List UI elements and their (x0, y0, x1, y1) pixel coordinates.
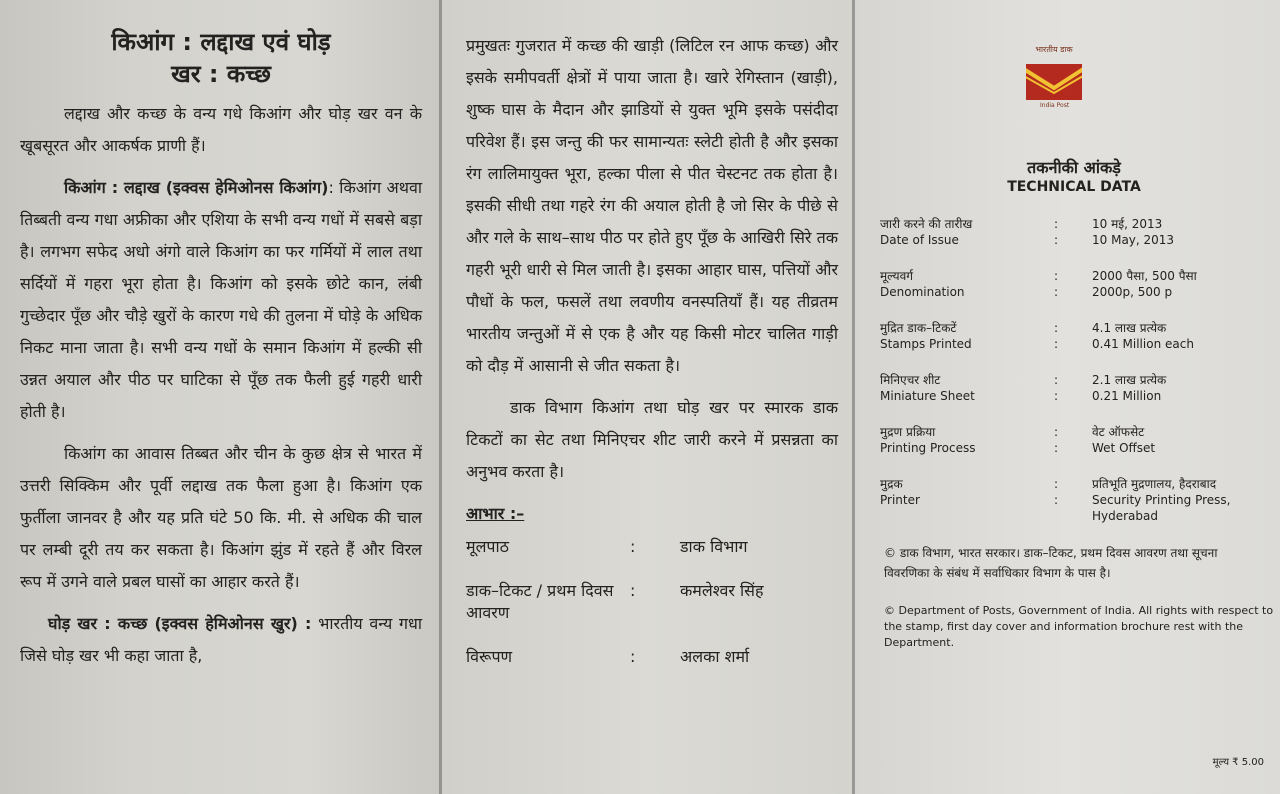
logo-red-box (1026, 64, 1082, 100)
tech-row (880, 320, 1260, 352)
tech-value-english: 10 May, 2013 (1092, 233, 1175, 247)
title-line-1: किआंग : लद्दाख एवं घोड़ (111, 28, 331, 56)
tech-value (1092, 320, 1260, 352)
tech-value-english: Wet Offset (1092, 441, 1156, 455)
ack-label: डाक–टिकट / प्रथम दिवस आवरण (466, 581, 614, 622)
ack-label: विरूपण (466, 647, 513, 666)
tech-value-hindi: वेट ऑफसेट (1092, 425, 1145, 439)
khur-description: प्रमुखतः गुजरात में कच्छ की खाड़ी (लिटिल रन आफ कच्छ) और इसके समीपवर्ती क्षेत्रों में पाया जाता है। खारे रेगिस्तान (खाड़ी), शुष्क घास के मैदान और झाडियों से युक्त भूमि इसके पसंदीदा परिवेश हैं। इस जन्तु की फर सामान्यतः स्लेटी होती है और इसका रंग लालिमायुक्त भूरा, हल्का पीला से पीत चेस्टनट तक होता है। इसकी सीधी तथा गहरे रंग की अयाल होती है जो सिर के पीछे से और गले के साथ–साथ पीठ पर होते हुए पूँछ के आखिरी सिरे तक गहरी भूरी धारी से मिल जाती है। इसका आहार घास, पत्तियों और पौधों के फल, फसलें तथा लवणीय वनस्पतियाँ हैं। यह तीव्रतम भारतीय जन्तुओं में से एक है और यह किसी मोटर चालित गाड़ी को दौड़ में आसानी से जीत सकता है। (466, 36, 838, 375)
tech-row (880, 372, 1260, 404)
price-label: मूल्य ₹ 5.00 (1212, 757, 1264, 768)
tech-label-hindi: मुद्रक (880, 477, 903, 491)
ack-colon: : (630, 647, 636, 666)
tech-label-hindi: जारी करने की तारीख (880, 217, 973, 231)
tech-value-english: 2000p, 500 p (1092, 285, 1173, 299)
left-panel (0, 0, 440, 794)
kiang-heading: किआंग : लद्दाख (इक्वस हेमिओनस किआंग) (64, 178, 329, 197)
khur-heading: घोड़ खर : कच्छ (इक्वस हेमिओनस खुर) : (48, 614, 312, 633)
tech-value (1092, 476, 1260, 524)
copyright-hindi: © डाक विभाग, भारत सरकार। डाक–टिकट, प्रथम दिवस आवरण तथा सूचना विवरणिका के संबंध में सर्वाधिकार विभाग के पास है। (884, 546, 1218, 580)
ack-row (466, 646, 838, 668)
tech-row (880, 268, 1260, 300)
ack-value: कमलेश्वर सिंह (680, 581, 764, 600)
technical-data-title (984, 158, 1164, 196)
tech-value-english: 0.41 Million each (1092, 337, 1194, 351)
tech-row (880, 216, 1260, 248)
tech-row (880, 476, 1260, 524)
tech-row (880, 424, 1260, 456)
fold-line-left (439, 0, 442, 794)
tech-label-english: Printer (880, 493, 920, 507)
tech-value-english: Security Printing Press, Hyderabad (1092, 493, 1231, 523)
ack-value: अलका शर्मा (680, 647, 750, 666)
habitat-paragraph: किआंग का आवास तिब्बत और चीन के कुछ क्षेत्र से भारत में उत्तरी सिक्किम और पूर्वी लद्दाख तक फैला हुआ है। किआंग एक फुर्तीला जानवर है और यह प्रति घंटे 50 कि. मी. से अधिक की चाल पर लम्बी दूरी तय कर सकता है। किआंग झुंड में रहते हैं और विरल रूप में उगने वाले प्रबल घासों का आहार करते हैं। (20, 444, 422, 591)
tech-label (880, 268, 1054, 300)
tech-label-hindi: मुद्रित डाक–टिकटें (880, 321, 957, 335)
tech-value-hindi: प्रतिभूति मुद्रणालय, हैदराबाद (1092, 477, 1217, 491)
tech-title-english: TECHNICAL DATA (1007, 179, 1141, 195)
tech-value-english: 0.21 Million (1092, 389, 1162, 403)
tech-colon: : : (1054, 269, 1059, 299)
tech-label (880, 476, 1054, 524)
logo-hindi-text: भारतीय डाक (1035, 45, 1073, 54)
khur-body: भारतीय वन्य गधा जिसे घोड़ खर भी कहा जाता है, (20, 614, 422, 665)
issue-statement: डाक विभाग किआंग तथा घोड़ खर पर स्मारक डाक टिकटों का सेट तथा मिनिएचर शीट जारी करने में प्रसन्नता का अनुभव करता है। (466, 398, 838, 481)
tech-value (1092, 268, 1260, 300)
title-line-2: खर : कच्छ (171, 60, 271, 88)
tech-label-english: Denomination (880, 285, 965, 299)
right-panel (854, 0, 1280, 794)
tech-label-english: Miniature Sheet (880, 389, 975, 403)
copyright-english: © Department of Posts, Government of India. All rights with respect to the stamp, first day cover and information brochure rest with the Department. (884, 604, 1274, 649)
technical-data-table (880, 216, 1260, 544)
logo-english-text: India Post (1040, 102, 1070, 109)
ack-label: मूलपाठ (466, 537, 509, 556)
khur-paragraph (20, 608, 422, 672)
tech-label-english: Date of Issue (880, 233, 959, 247)
tech-colon: : : (1054, 321, 1059, 351)
tech-title-hindi: तकनीकी आंकड़े (1027, 158, 1121, 177)
tech-label-english: Stamps Printed (880, 337, 972, 351)
tech-label (880, 216, 1054, 248)
tech-label (880, 372, 1054, 404)
ack-value: डाक विभाग (680, 537, 748, 556)
tech-colon: : : (1054, 425, 1059, 455)
tech-label (880, 424, 1054, 456)
fold-line-right (852, 0, 855, 794)
india-post-logo (1026, 44, 1082, 116)
kiang-paragraph (20, 172, 422, 428)
tech-label-english: Printing Process (880, 441, 976, 455)
kiang-body: : किआंग अथवा तिब्बती वन्य गधा अफ्रीका और एशिया के सभी वन्य गधों में सबसे बड़ा है। लगभग सफेद अधो अंगो वाले किआंग का फर गर्मियों में लाल तथा सर्दियों में गहरा भूरा होता है। किआंग को इसके छोटे कान, लंबी गुच्छेदार पूँछ और चौड़े खुरों के कारण गधे की तुलना में घोड़े के अधिक निकट माना जाता है। सभी वन्य गधों के समान किआंग में हल्की सी उन्नत अयाल और पीठ पर घाटिका से पूँछ तक फैली हुई गहरी धारी होती है। (20, 178, 423, 421)
tech-label-hindi: मूल्यवर्ग (880, 269, 914, 283)
tech-colon: : : (1054, 373, 1059, 403)
tech-colon: : : (1054, 477, 1059, 507)
middle-panel (440, 0, 854, 794)
ack-colon: : (630, 537, 636, 556)
ack-row (466, 536, 838, 558)
ack-row (466, 580, 838, 624)
tech-colon: : : (1054, 217, 1059, 247)
tech-value (1092, 372, 1260, 404)
tech-label (880, 320, 1054, 352)
tech-label-hindi: मिनिएचर शीट (880, 373, 941, 387)
tech-value-hindi: 10 मई, 2013 (1092, 217, 1163, 231)
acknowledgement-heading: आभार :– (466, 504, 525, 523)
tech-value-hindi: 2000 पैसा, 500 पैसा (1092, 269, 1197, 283)
tech-value-hindi: 2.1 लाख प्रत्येक (1092, 373, 1167, 387)
tech-value-hindi: 4.1 लाख प्रत्येक (1092, 321, 1167, 335)
tech-label-hindi: मुद्रण प्रक्रिया (880, 425, 936, 439)
intro-paragraph: लद्दाख और कच्छ के वन्य गधे किआंग और घोड़ खर वन के खूबसूरत और आकर्षक प्राणी हैं। (20, 104, 422, 155)
brochure-title (20, 26, 422, 90)
ack-colon: : (630, 581, 636, 600)
tech-value (1092, 424, 1260, 456)
envelope-icon (1026, 64, 1082, 100)
tech-value (1092, 216, 1260, 248)
